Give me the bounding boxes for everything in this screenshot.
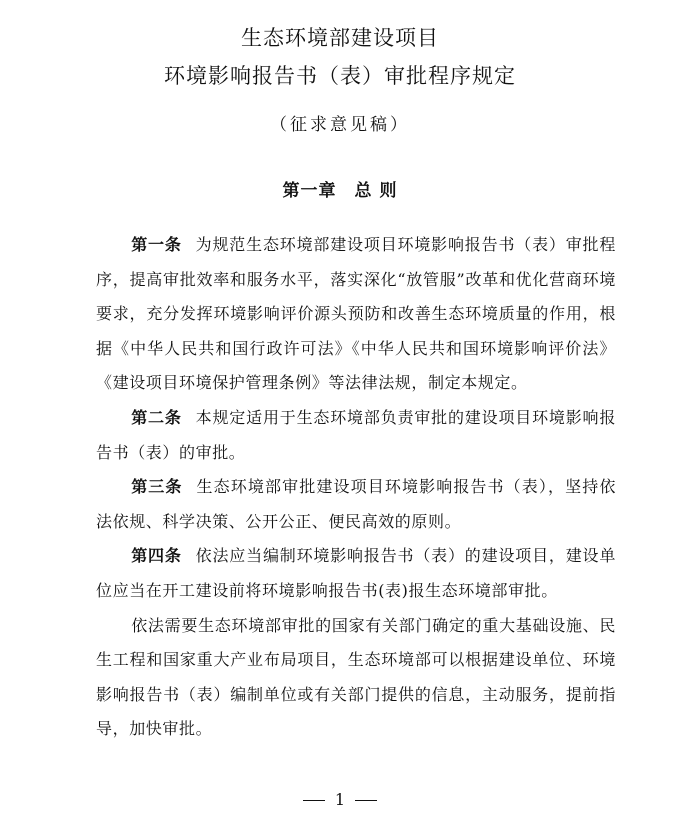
article-paragraph	[96, 228, 616, 401]
page-number: 1	[334, 790, 346, 809]
footer-dash-left	[303, 800, 325, 801]
article-paragraph	[96, 539, 616, 608]
chapter-number: 第一章	[282, 181, 337, 201]
article-label: 第三条	[131, 477, 183, 497]
article-text: 依法应当编制环境影响报告书（表）的建设项目，建设单位应当在开工建设前将环境影响报告书(表)报生态环境部审批。	[96, 546, 616, 600]
article-text: 为规范生态环境部建设项目环境影响报告书（表）审批程序，提高审批效率和服务水平，落实深化“放管服”改革和优化营商环境要求，充分发挥环境影响评价源头预防和改善生态环境质量的作用，根据《中华人民共和国行政许可法》《中华人民共和国环境影响评价法》《建设项目环境保护管理条例》等法律法规，制定本规定。	[96, 235, 616, 393]
chapter-heading	[0, 176, 680, 201]
document-title-line-1: 生态环境部建设项目	[241, 26, 439, 50]
article-paragraph	[96, 401, 616, 470]
document-title-line-2: 环境影响报告书（表）审批程序规定	[164, 64, 516, 88]
footer-dash-right	[355, 800, 377, 801]
document-body	[96, 228, 616, 747]
article-paragraph	[96, 470, 616, 539]
article-label: 第二条	[131, 407, 182, 427]
article-text: 生态环境部审批建设项目环境影响报告书（表），坚持依法依规、科学决策、公开公正、便民高效的原则。	[96, 477, 616, 531]
article-label: 第四条	[131, 546, 182, 566]
chapter-name: 总 则	[354, 181, 398, 201]
article-label: 第一条	[131, 235, 182, 254]
body-paragraph: 依法需要生态环境部审批的国家有关部门确定的重大基础设施、民生工程和国家重大产业布局项目，生态环境部可以根据建设单位、环境影响报告书（表）编制单位或有关部门提供的信息，主动服务，提前指导，加快审批。	[96, 615, 616, 739]
draft-subtitle: （征求意见稿）	[270, 115, 410, 135]
page-footer	[0, 790, 680, 809]
article-text: 本规定适用于生态环境部负责审批的建设项目环境影响报告书（表）的审批。	[96, 407, 616, 462]
